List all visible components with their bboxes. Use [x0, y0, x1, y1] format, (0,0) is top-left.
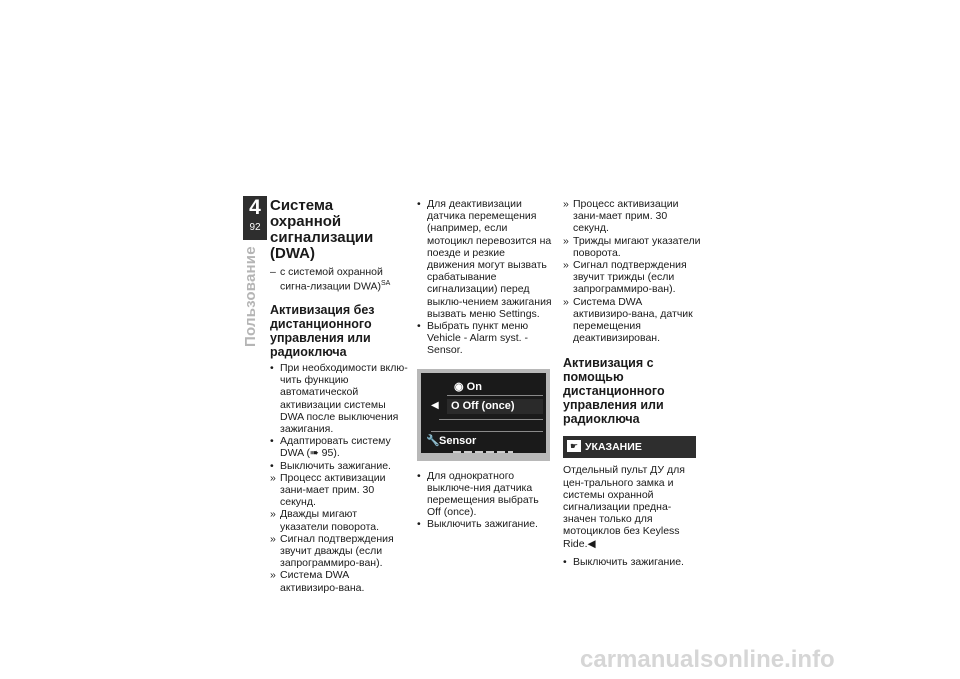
list-marker: » [270, 508, 276, 521]
note-text: Отдельный пульт ДУ для цен-трального замка и системы охранной сигнализации предна-значен только для мотоциклов без Keyless Ride.◀ [563, 464, 685, 550]
list-item [563, 556, 701, 568]
divider [439, 419, 543, 420]
list-item-text: Выключить зажигание. [280, 459, 391, 472]
list-marker: • [270, 459, 274, 472]
option-off-once: O Off (once) [447, 399, 543, 414]
list-item [417, 470, 555, 519]
list-marker: • [270, 435, 274, 448]
list-item [270, 362, 408, 435]
list-marker: » [270, 569, 276, 582]
list-item [270, 569, 408, 593]
list-item [417, 198, 555, 320]
divider [431, 431, 543, 432]
list-item-text: Процесс активизации зани-мает прим. 30 секунд. [573, 198, 679, 235]
list-item-text: Выключить зажигание. [427, 518, 538, 531]
dash-marker: – [270, 266, 276, 278]
list-item-text: Трижды мигают указатели поворота. [573, 234, 701, 259]
list-marker: • [417, 469, 421, 482]
intro-line [270, 266, 408, 293]
list-item-text: При необходимости вклю-чить функцию автоматической активизации системы DWA после выключения зажигания. [280, 361, 408, 435]
display-screenshot [417, 369, 550, 461]
progress-dashes [453, 451, 513, 453]
note-label: УКАЗАНИЕ [585, 441, 642, 454]
left-arrow-icon: ◀ [431, 399, 439, 411]
step-list [270, 362, 408, 594]
list-item-text: Процесс активизации зани-мает прим. 30 секунд. [280, 471, 386, 509]
list-marker: » [563, 295, 569, 308]
list-item [563, 198, 701, 235]
list-item-text: Для деактивизации датчика перемещения (например, если мотоцикл перевозится на поезде и резкие движения могут вызвать срабатывание сигнализации) перед выклю-чением зажигания вызвать меню Settings. [427, 198, 552, 320]
intro-text: с системой охранной сигна-лизации DWA) [280, 266, 383, 293]
list-marker: • [563, 555, 567, 568]
list-item [417, 320, 555, 357]
list-item-text: Адаптировать систему DWA (➠ 95). [280, 435, 391, 460]
chapter-tab [243, 196, 267, 240]
wrench-icon: 🔧 [426, 434, 440, 447]
note-banner [563, 436, 696, 458]
list-item-text: Дважды мигают указатели поворота. [280, 508, 380, 533]
list-marker: • [270, 361, 274, 374]
list-marker: • [417, 518, 421, 531]
list-marker: • [417, 320, 421, 333]
column-2 [417, 198, 555, 531]
list-marker: » [270, 532, 276, 545]
section-heading: Активизация с помощью дистанционного управления или радиоключа [563, 356, 665, 427]
list-item [270, 460, 408, 472]
list-marker: • [417, 198, 421, 210]
list-item [270, 508, 408, 532]
sa-superscript: SA [381, 280, 391, 288]
page-title: Система охранной сигнализации (DWA) [270, 197, 374, 262]
section-heading: Активизация без дистанционного управления или радиоключа [270, 302, 375, 359]
column-3 [563, 198, 701, 568]
list-item [563, 296, 701, 345]
page-number: 92 [249, 222, 261, 233]
chapter-number: 4 [249, 196, 261, 219]
list-item-text: Для однократного выключе-ния датчика перемещения выбрать Off (once). [427, 469, 539, 519]
sensor-label: Sensor [439, 434, 477, 447]
list-item [417, 518, 555, 530]
list-item-text: Система DWA активизиро-вана, датчик перемещения деактивизирован. [573, 295, 693, 345]
list-item-text: Сигнал подтверждения звучит трижды (если запрограммиро-ван). [573, 259, 687, 296]
column-1 [270, 198, 408, 594]
section-title: Пользование [242, 246, 259, 347]
watermark: carmanualsonline.info [580, 646, 835, 673]
list-marker: » [563, 198, 569, 210]
list-item-text: Сигнал подтверждения звучит дважды (если запрограммиро-ван). [280, 532, 394, 570]
list-marker: » [270, 471, 276, 484]
note-hand-icon: ☛ [567, 440, 581, 452]
list-item-text: Выключить зажигание. [573, 555, 684, 568]
list-marker: » [563, 234, 569, 247]
list-item [270, 472, 408, 509]
display-panel [421, 373, 546, 453]
list-item [270, 435, 408, 459]
list-item [563, 235, 701, 259]
list-item [563, 259, 701, 296]
list-item [270, 533, 408, 570]
list-item-text: Система DWA активизиро-вана. [280, 569, 365, 594]
list-item-text: Выбрать пункт меню Vehicle - Alarm syst. - Sensor. [427, 320, 529, 357]
divider [447, 395, 543, 396]
option-on: ◉ On [454, 380, 482, 393]
list-marker: » [563, 259, 569, 272]
